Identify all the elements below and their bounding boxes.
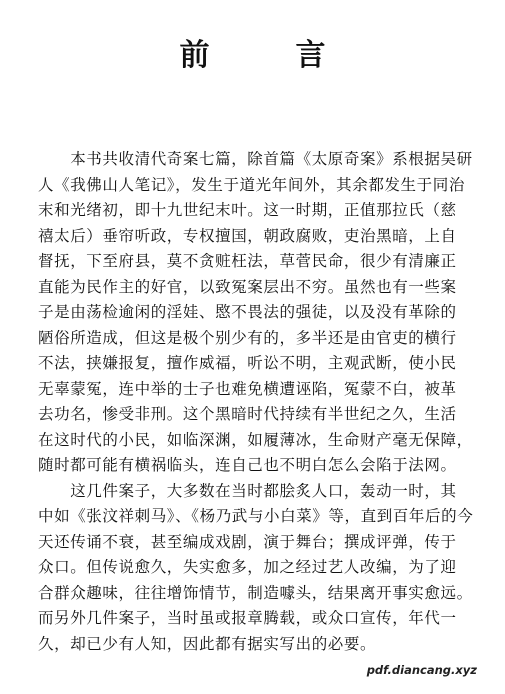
text-line: 子是由荡检逾闲的淫娃、愍不畏法的强徒，以及没有革除的 [38, 303, 457, 321]
text-line: 天还传诵不衰，甚至编成戏剧，演于舞台；撰成评弹，传于 [38, 532, 457, 551]
text-line: 不法，挟嫌报复，擅作威福，听讼不明，主观武断，使小民 [38, 354, 457, 372]
text-line: 合群众趣味，往往增饰情节，制造噱头，结果离开事实愈远。 [38, 583, 473, 602]
watermark: pdf.diancang.xyz [366, 663, 477, 677]
text-line: 禧太后）垂帘听政，专权擅国，朝政腐败，吏治黑暗，上自 [38, 226, 457, 245]
text-line: 在这时代的小民，如临深渊，如履薄冰，生命财产毫无保障， [38, 430, 473, 449]
text-line: 久，却已少有人知，因此都有据实写出的必要。 [38, 634, 377, 653]
text-line: 中如《张汶祥刺马》、《杨乃武与小白菜》等，直到百年后的今 [38, 507, 474, 525]
preface-body [38, 147, 475, 657]
text-line: 人《我佛山人笔记》，发生于道光年间外，其余都发生于同治 [38, 175, 465, 194]
text-line: 末和光绪初，即十九世纪末叶。这一时期，正值那拉氏（慈 [38, 201, 457, 219]
text-line: 而另外几件案子，当时虽或报章腾载，或众口宣传，年代一 [38, 609, 457, 627]
text-line: 去功名，惨受非刑。这个黑暗时代持续有半世纪之久，生活 [38, 405, 457, 423]
text-line: 这几件案子，大多数在当时都脍炙人口，轰动一时，其 [38, 481, 457, 500]
text-line: 陋俗所造成，但这是极个别少有的，多半还是由官吏的横行 [38, 328, 457, 347]
text-line: 无辜蒙冤，连中举的士子也难免横遭诬陷，冤蒙不白，被革 [38, 379, 457, 398]
text-line: 众口。但传说愈久，失实愈多，加之经过艺人改编，为了迎 [38, 558, 457, 576]
text-line: 随时都可能有横祸临头，连自己也不明白怎么会陷于法网。 [38, 456, 457, 474]
text-line: 直能为民作主的好官，以致冤案层出不穷。虽然也有一些案 [38, 277, 457, 296]
text-line: 督抚，下至府县，莫不贪赃枉法，草菅民命，很少有清廉正 [38, 252, 457, 270]
page-title: 前 言 [179, 38, 354, 73]
text-line: 本书共收清代奇案七篇，除首篇《太原奇案》系根据吴研 [38, 150, 473, 168]
